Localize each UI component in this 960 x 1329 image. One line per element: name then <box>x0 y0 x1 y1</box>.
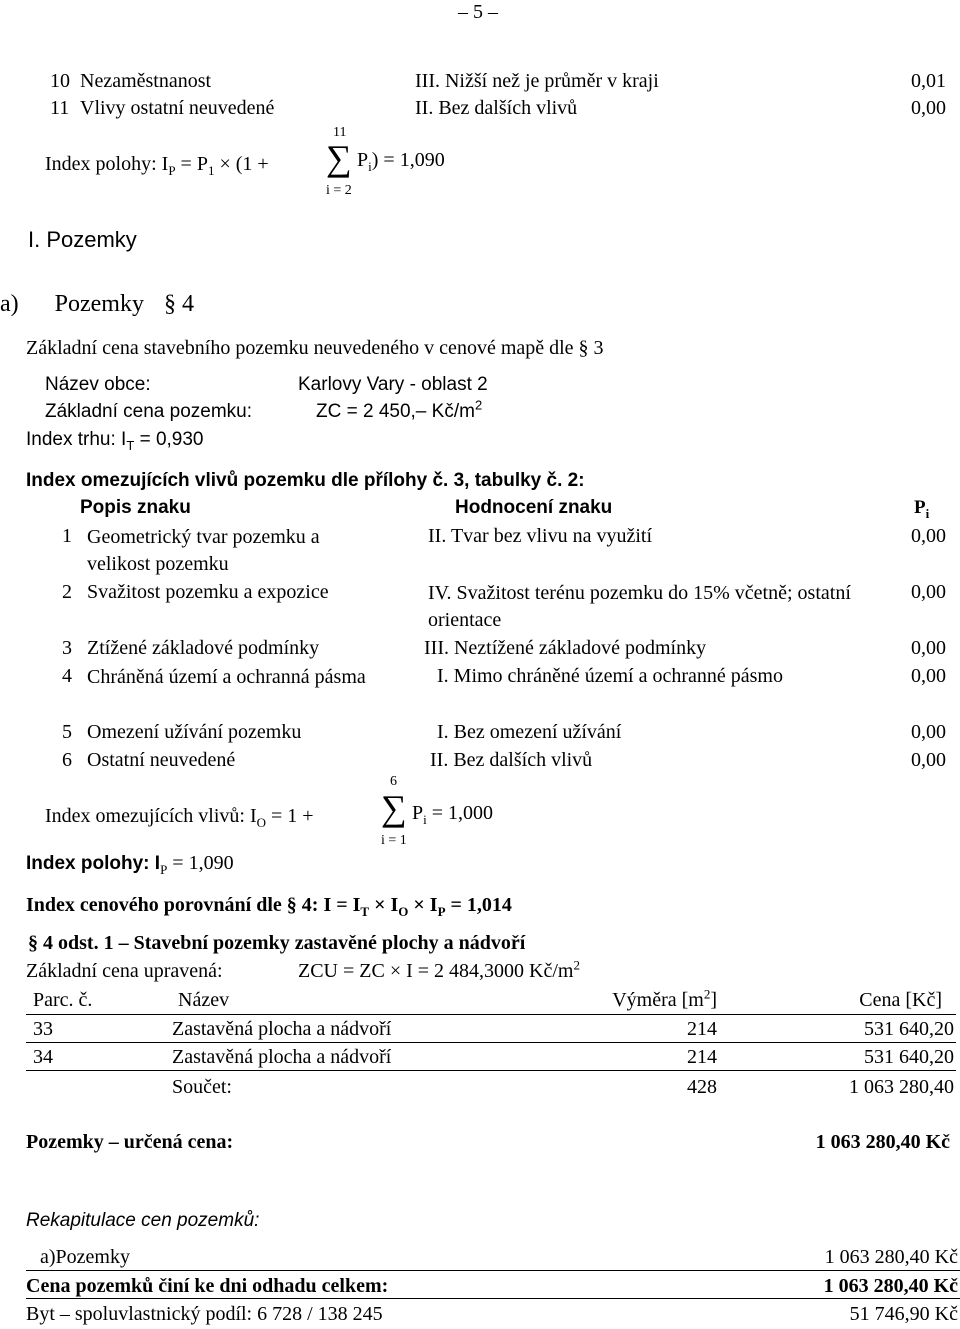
rekap-total-value: 1 063 280,40 Kč <box>823 1275 958 1297</box>
row-hodnoceni: I. Mimo chráněné území a ochranné pásmo <box>437 665 783 687</box>
table-rule <box>26 1042 956 1043</box>
formula-pi: $P_i) = 1,090$ <box>357 149 445 174</box>
row-hodnoceni: I. Bez omezení užívání <box>437 721 622 743</box>
row-nazev: Zastavěná plocha a nádvoří <box>172 1046 392 1068</box>
page-number: – 5 – <box>458 1 498 23</box>
sum-upper-limit: 6 <box>390 774 397 789</box>
rekap-item-label: a)Pozemky <box>40 1246 130 1268</box>
index-trhu: Index trhu: $I_T = 0,930$ <box>26 429 204 453</box>
row-hodnoceni: II. Tvar bez vlivu na využití <box>428 525 653 547</box>
cena-upravena-value: ZCU = ZC × I = 2 484,3000 $Kč/m^2$ <box>298 957 580 982</box>
row-p: 0,00 <box>911 637 946 659</box>
sum-vymera: 428 <box>687 1076 717 1098</box>
row-p: 0,00 <box>911 721 946 743</box>
row-number: 4 <box>62 665 72 687</box>
header-nazev: Název <box>178 989 230 1011</box>
rekap-rule <box>26 1270 960 1271</box>
sum-lower-limit: i = 2 <box>326 183 352 198</box>
row-parc: 33 <box>33 1018 53 1040</box>
row-cena: 531 640,20 <box>864 1018 954 1040</box>
row-value: II. Bez dalších vlivů <box>415 97 578 119</box>
row-vymera: 214 <box>687 1046 717 1068</box>
row-p: 0,00 <box>911 97 946 119</box>
row-p: 0,00 <box>911 749 946 771</box>
sum-symbol: ∑ <box>381 788 407 828</box>
row-number: 6 <box>62 749 72 771</box>
odst-heading: § 4 odst. 1 – Stavební pozemky zastavěné plochy a nádvoří <box>28 932 526 954</box>
header-vymera: Výměra $[m^2]$ <box>612 986 717 1011</box>
rekap-rule <box>26 1298 960 1299</box>
index-polohy-2: Index polohy: $I_P = 1,090$ <box>26 852 234 877</box>
header-popis: Popis znaku <box>80 497 191 518</box>
table-rule <box>26 1070 956 1071</box>
row-number: 5 <box>62 721 72 743</box>
row-label: Vlivy ostatní neuvedené <box>80 97 275 119</box>
sum-label: Součet: <box>172 1076 232 1098</box>
row-parc: 34 <box>33 1046 53 1068</box>
sum-symbol: ∑ <box>326 138 352 178</box>
row-number: 3 <box>62 637 72 659</box>
sum-lower-limit: i = 1 <box>381 833 407 848</box>
row-vymera: 214 <box>687 1018 717 1040</box>
formula-text: Index omezujících vlivů: $I_O = 1$ + <box>45 805 314 830</box>
sum-cena: 1 063 280,40 <box>849 1076 954 1098</box>
row-hodnoceni: II. Bez dalších vlivů <box>430 749 593 771</box>
table-rule <box>26 1014 956 1015</box>
row-number: 11 <box>50 97 70 119</box>
header-p: $P_i$ <box>914 497 930 521</box>
row-p: 0,00 <box>911 581 946 603</box>
zakladni-cena-value: ZC = 2 450,– $Kč/m^2$ <box>316 397 483 422</box>
row-cena: 531 640,20 <box>864 1046 954 1068</box>
formula-pi: $P_i = 1,000$ <box>412 802 494 827</box>
section-heading: I. Pozemky <box>28 227 137 252</box>
header-cena: Cena [Kč] <box>859 989 942 1011</box>
rekap-total-label: Cena pozemků činí ke dni odhadu celkem: <box>26 1275 389 1297</box>
row-popis: Ostatní neuvedené <box>87 749 236 771</box>
rekap-item-value: 1 063 280,40 Kč <box>824 1246 958 1268</box>
row-popis: Ztížené základové podmínky <box>87 637 320 659</box>
row-hodnoceni: III. Neztížené základové podmínky <box>424 637 707 659</box>
formula-text: Index polohy: $I_P = P_1 \times (1$ + <box>45 153 269 178</box>
rekap-share-value: 51 746,90 Kč <box>849 1303 958 1325</box>
rekap-share-label: Byt – spoluvlastnický podíl: 6 728 / 138 245 <box>26 1303 383 1325</box>
rekapitulace-heading: Rekapitulace cen pozemků: <box>26 1210 260 1231</box>
row-popis: Geometrický tvar pozemku a velikost pozemku <box>87 526 320 575</box>
base-price-heading: Základní cena stavebního pozemku neuvedeného v cenové mapě dle § 3 <box>26 337 604 359</box>
row-popis: Chráněná území a ochranná pásma <box>87 666 366 688</box>
urcena-cena-value: 1 063 280,40 Kč <box>815 1131 950 1153</box>
header-hodnoceni: Hodnocení znaku <box>455 497 613 518</box>
row-p: 0,01 <box>911 70 946 92</box>
omezujici-heading: Index omezujících vlivů pozemku dle přílohy č. 3, tabulky č. 2: <box>26 470 585 491</box>
row-label: Nezaměstnanost <box>80 70 212 92</box>
zakladni-cena-label: Základní cena pozemku: <box>45 401 253 422</box>
row-p: 0,00 <box>911 665 946 687</box>
row-hodnoceni: IV. Svažitost terénu pozemku do 15% včetně; ostatní orientace <box>428 582 851 631</box>
header-parc: Parc. č. <box>33 989 93 1011</box>
row-number: 1 <box>62 525 72 547</box>
row-number: 10 <box>50 70 70 92</box>
row-number: 2 <box>62 581 72 603</box>
row-nazev: Zastavěná plocha a nádvoří <box>172 1018 392 1040</box>
obec-value: Karlovy Vary - oblast 2 <box>298 374 488 395</box>
subsection-heading: a) Pozemky § 4 <box>0 291 194 317</box>
row-p: 0,00 <box>911 525 946 547</box>
index-cenoveho: Index cenového porovnání dle § 4: $I = I_T \times I_O \times I_P = 1,014$ <box>26 894 512 919</box>
cena-upravena-label: Základní cena upravená: <box>26 960 223 982</box>
row-value: III. Nižší než je průměr v kraji <box>415 70 659 92</box>
row-popis: Omezení užívání pozemku <box>87 721 302 743</box>
urcena-cena-label: Pozemky – určená cena: <box>26 1131 234 1153</box>
sum-upper-limit: 11 <box>333 125 347 140</box>
row-popis: Svažitost pozemku a expozice <box>87 581 329 603</box>
obec-label: Název obce: <box>45 374 151 395</box>
